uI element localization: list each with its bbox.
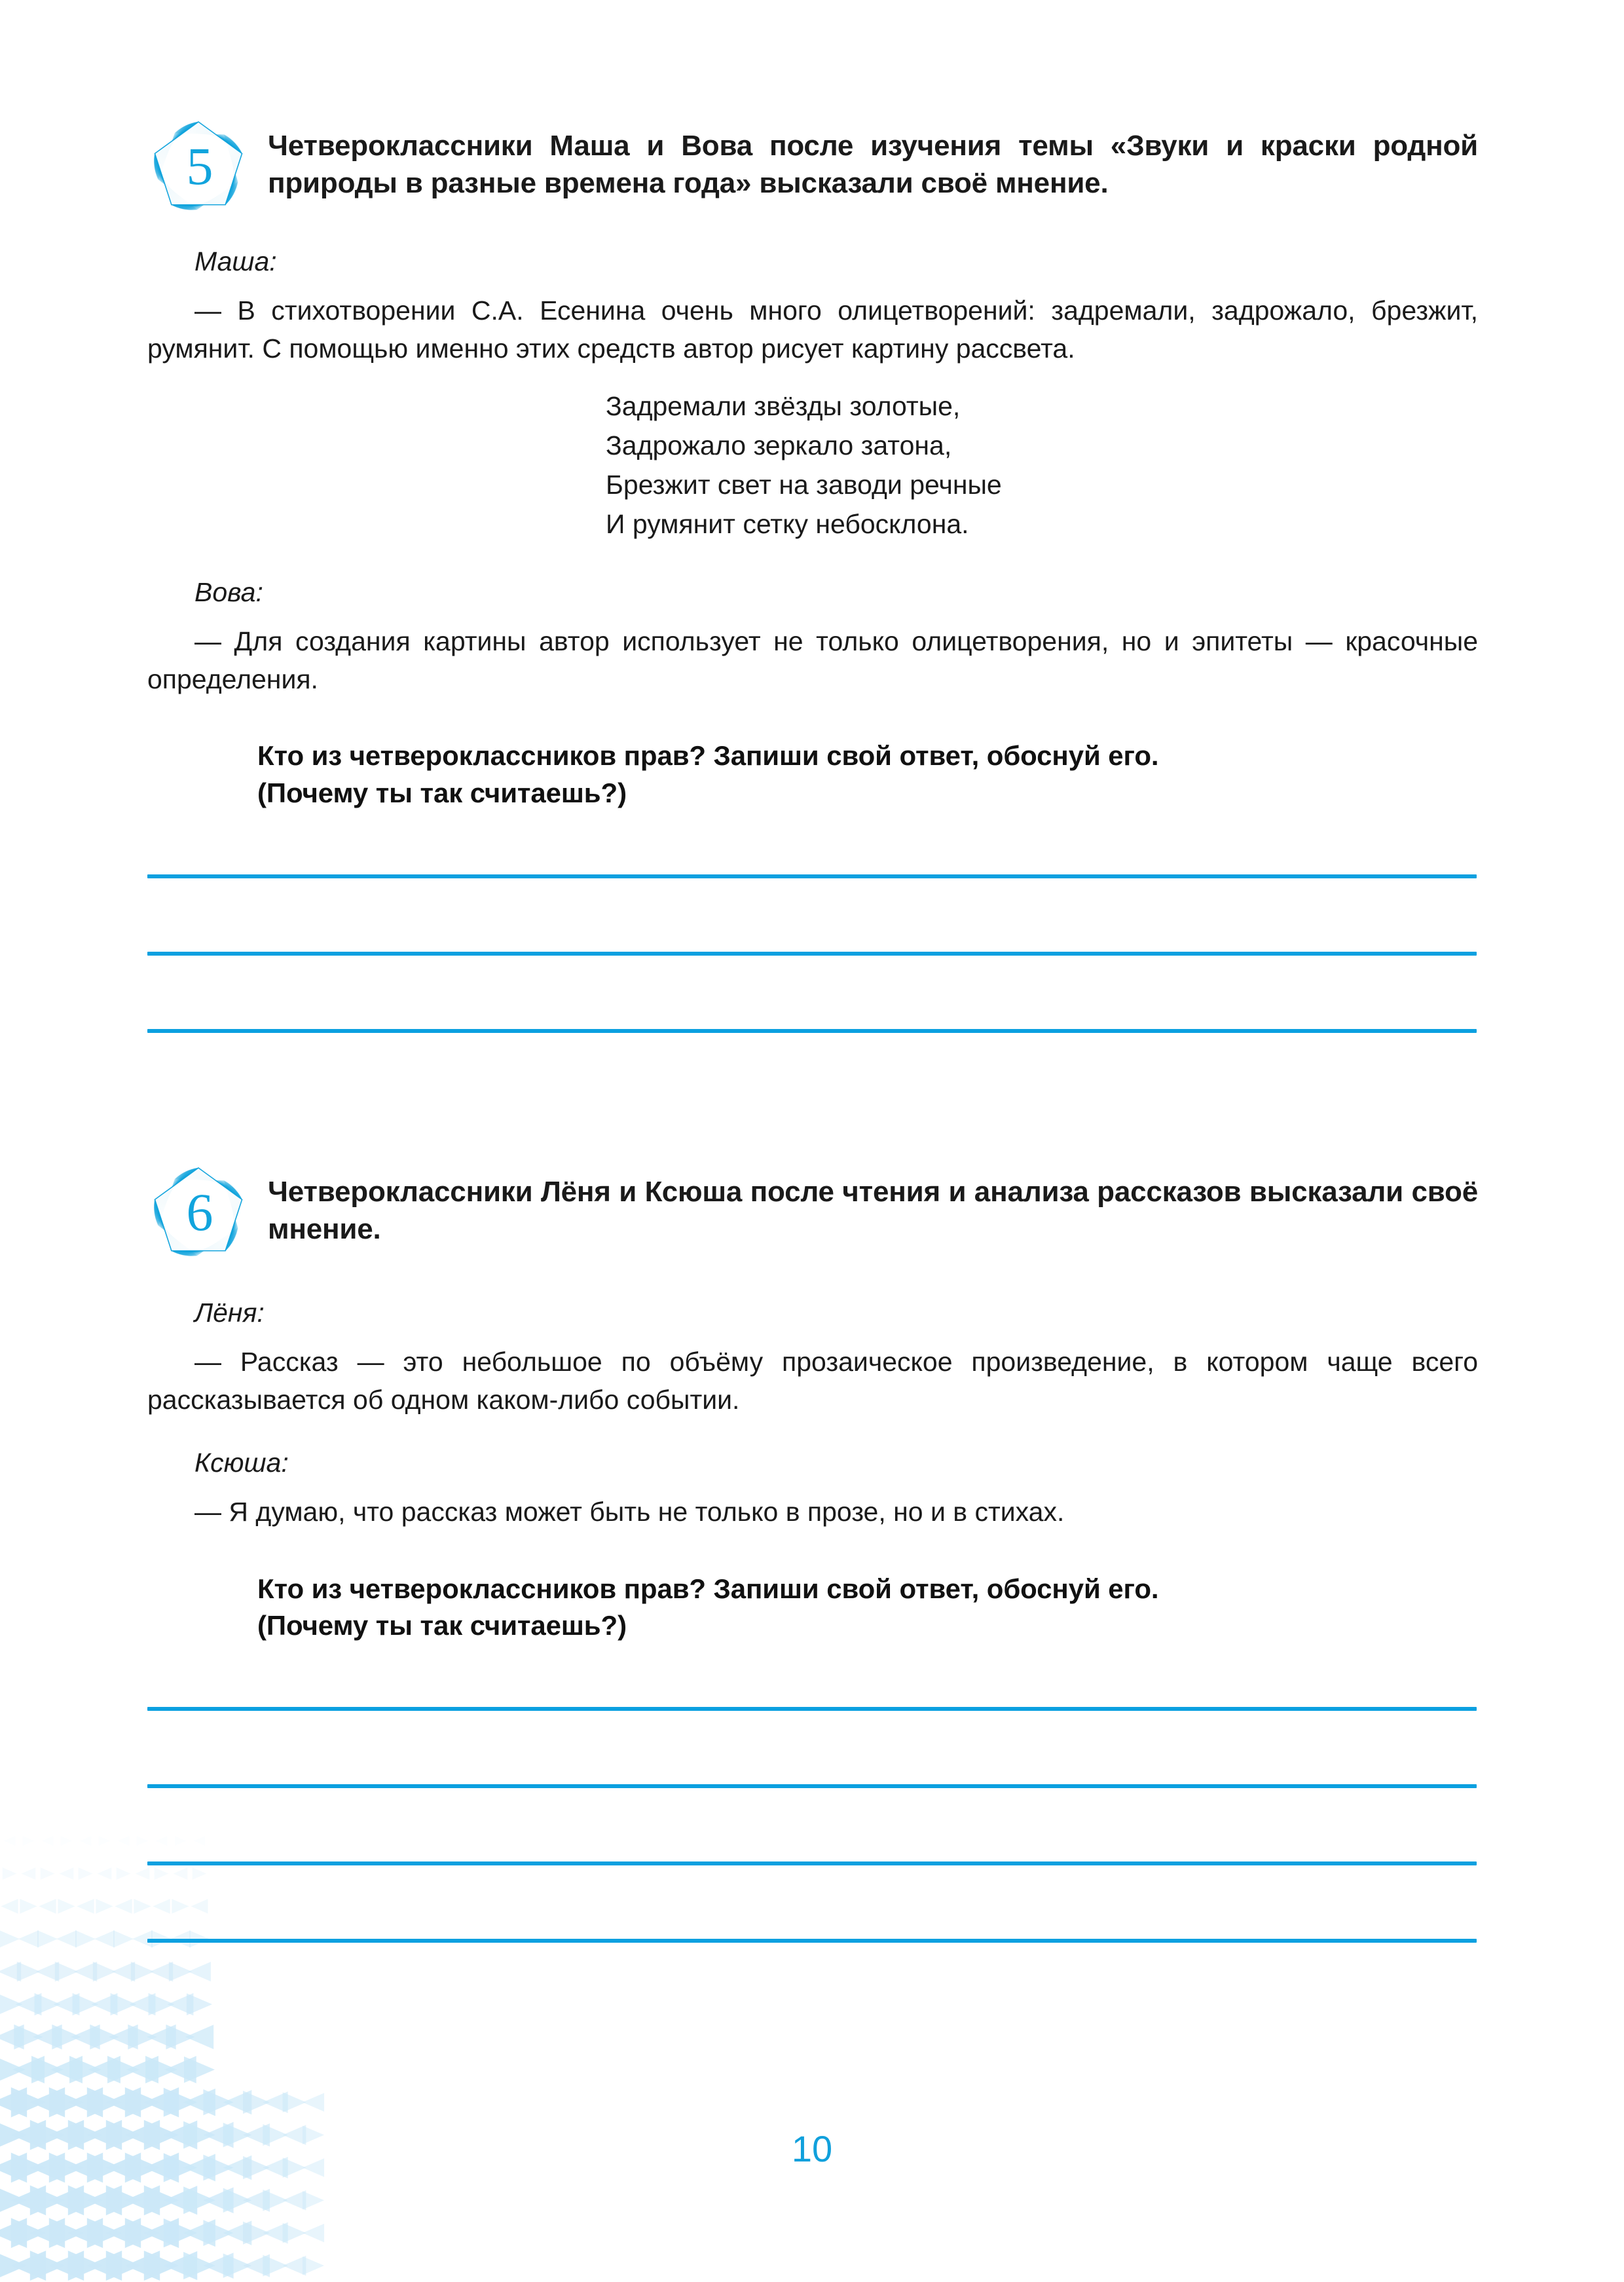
task-number-label: 5	[186, 136, 213, 196]
answer-rule[interactable]	[147, 1029, 1477, 1033]
speech-ksyusha: — Я думаю, что рассказ может быть не только в прозе, но и в стихах.	[194, 1497, 1065, 1527]
question-line-1: Кто из четвероклассников прав? Запиши свой ответ, обоснуй его.	[257, 740, 1159, 772]
speaker-name-masha: Маша:	[194, 246, 277, 276]
page-number: 10	[791, 2128, 833, 2169]
question-line-1: Кто из четвероклассников прав? Запиши свой ответ, обоснуй его.	[257, 1573, 1159, 1604]
speech-masha: — В стихотворении С.А. Есенина очень много олицетворений: задремали, задрожало, брезжит, румянит. С помощью именно этих средств автор рисует картину рассвета.	[147, 295, 1478, 364]
task-5-heading: Четвероклассники Маша и Вова после изучения темы «Звуки и краски родной природы в разные времена года» высказали своё мнение.	[268, 130, 1478, 200]
speaker-name-ksyusha: Ксюша:	[194, 1448, 289, 1478]
poem-line: Брезжит свет на заводи речные	[606, 470, 1002, 500]
question-line-2: (Почему ты так считаешь?)	[257, 777, 627, 808]
speaker-name-lenya: Лёня:	[194, 1297, 265, 1328]
speech-vova: — Для создания картины автор использует не только олицетворения, но и эпитеты — красочные определения.	[147, 626, 1478, 695]
task-6-answer-area[interactable]	[147, 1707, 1478, 1943]
speaker-name-vova: Вова:	[194, 576, 263, 607]
task-6-header	[147, 1170, 1478, 1269]
task-5-header	[147, 124, 1478, 223]
task-block-6	[147, 1170, 1478, 1943]
task-block-5	[147, 124, 1478, 1033]
answer-rule[interactable]	[147, 1939, 1477, 1943]
poem-line: И румянит сетку небосклона.	[606, 509, 969, 540]
question-line-2: (Почему ты так считаешь?)	[257, 1609, 627, 1641]
poem-line: Задрожало зеркало затона,	[606, 430, 952, 461]
task-5-answer-area[interactable]	[147, 874, 1478, 1033]
task-6-question	[147, 1571, 1478, 1645]
task-5-question	[147, 738, 1478, 812]
task-6-heading: Четвероклассники Лёня и Ксюша после чтения и анализа рассказов высказали своё мнение.	[268, 1175, 1478, 1246]
poem-quote	[147, 387, 1478, 544]
task-number-label: 6	[186, 1182, 213, 1242]
poem-line: Задремали звёзды золотые,	[606, 391, 961, 422]
speech-lenya: — Рассказ — это небольшое по объёму прозаическое произведение, в котором чаще всего рассказывается об одном каком-либо событии.	[147, 1346, 1478, 1415]
content-column	[147, 0, 1478, 1943]
